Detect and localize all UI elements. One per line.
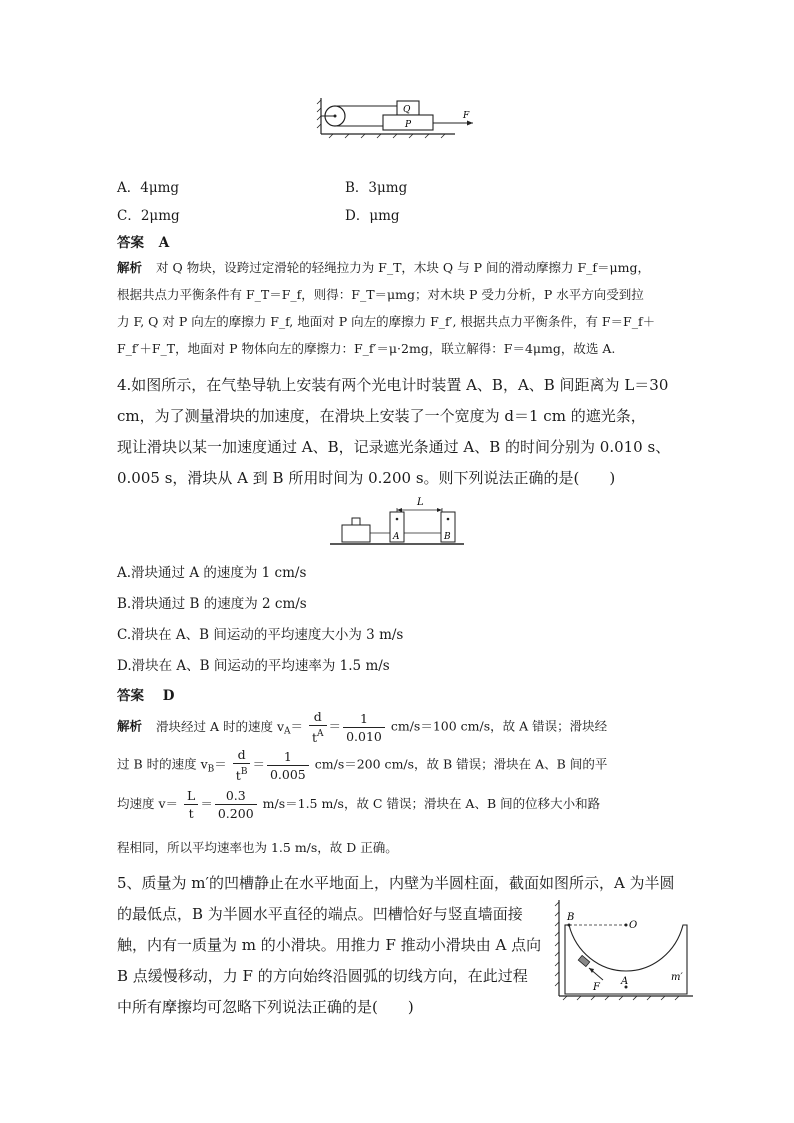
label-f: F	[593, 982, 600, 993]
analysis-text: cm/s＝100 cm/s，故 A 错误；滑块经	[390, 718, 608, 734]
label-a: A	[393, 532, 400, 542]
analysis-label: 解析	[117, 718, 143, 734]
q4-analysis-line-1: 解析 滑块经过 A 时的速度 $v_A=$ $\frac{d}{t^A}$ ＝ $\frac{1}{0.010}$ cm/s＝100 cm/s，故 A 错误；滑块经	[117, 709, 608, 745]
q3-analysis-line-4: F_f′＋F_T，地面对 P 物体向左的摩擦力：F_f′＝μ·2mg，联立解得：F＝4μmg，故选 A.	[117, 341, 616, 356]
label-p: P	[405, 120, 412, 130]
answer-label: 答案	[117, 688, 144, 704]
q4-analysis-line-4: 程相同，所以平均速率也为 1.5 m/s，故 D 正确。	[117, 840, 398, 855]
q4-stem-line-3: 现让滑块以某一加速度通过 A、B，记录遮光条通过 A、B 的时间分别为 0.010 s、	[117, 438, 671, 456]
q5-stem-line-4: B 点缓慢移动，力 F 的方向始终沿圆弧的切线方向，在此过程	[117, 967, 528, 985]
label-m-prime: m′	[671, 972, 683, 983]
pulley-diagram	[315, 96, 480, 142]
fraction-d-over-t: $\frac{d}{t^A}$	[309, 708, 327, 746]
q4-option-d[interactable]: D.滑块在 A、B 间运动的平均速率为 1.5 m/s	[117, 658, 390, 674]
fraction-d-over-t: $\frac{d}{t^B}$	[233, 746, 251, 784]
q3-option-a[interactable]: A．4μmg	[117, 180, 180, 196]
equals: ＝	[290, 718, 304, 734]
q4-analysis-line-2: 过 B 时的速度 $v_B=$ $\frac{d}{t^B}$ ＝ $\frac{1}{0.005}$ cm/s＝200 cm/s，故 B 错误；滑块在 A、B 间的平	[117, 747, 608, 783]
q5-stem-line-3: 触，内有一质量为 m 的小滑块。用推力 F 推动小滑块由 A 点向	[117, 936, 542, 954]
label-b: B	[567, 912, 575, 923]
q4-option-a[interactable]: A.滑块通过 A 的速度为 1 cm/s	[117, 565, 307, 581]
analysis-text: 均速度 v＝	[117, 796, 179, 811]
analysis-text: 对 Q 物块，设跨过定滑轮的轻绳拉力为 F_T，木块 Q 与 P 间的滑动摩擦力 F_f＝μmg，	[156, 260, 650, 275]
air-track-diagram	[328, 490, 468, 550]
q3-analysis-line-1	[117, 258, 687, 276]
q4-option-c[interactable]: C.滑块在 A、B 间运动的平均速度大小为 3 m/s	[117, 627, 404, 643]
label-o: O	[629, 920, 638, 931]
analysis-text: m/s＝1.5 m/s，故 C 错误；滑块在 A、B 间的位移大小和路	[262, 796, 601, 811]
label-q: Q	[403, 105, 411, 115]
analysis-text: 过 B 时的速度 v	[117, 756, 208, 772]
label-f: F	[463, 111, 470, 121]
fraction-value: $\frac{1}{0.010}$	[343, 710, 385, 745]
q5-stem-line-2: 的最低点，B 为半圆水平直径的端点。凹槽恰好与竖直墙面接	[117, 905, 523, 923]
q5-stem-line-1: 5、质量为 m′的凹槽静止在水平地面上，内壁为半圆柱面，截面如图所示，A 为半圆	[117, 874, 675, 892]
q4-stem-line-1: 4.如图所示，在气垫导轨上安装有两个光电计时装置 A、B，A、B 间距离为 L＝30	[117, 376, 669, 394]
analysis-text: cm/s＝200 cm/s，故 B 错误；滑块在 A、B 间的平	[314, 756, 608, 772]
label-a: A	[621, 976, 629, 987]
q4-analysis-line-3: 均速度 v＝ $\frac{L}{t}$ ＝ $\frac{0.3}{0.200}$ m/s＝1.5 m/s，故 C 错误；滑块在 A、B 间的位移大小和路	[117, 788, 601, 821]
label-b: B	[444, 532, 451, 542]
label-l: L	[417, 497, 424, 508]
q3-option-d[interactable]: D．μmg	[345, 208, 400, 224]
subscript: A	[284, 726, 291, 737]
fraction-l-over-t: $\frac{L}{t}$	[184, 787, 198, 822]
q4-stem-line-4: 0.005 s，滑块从 A 到 B 所用时间为 0.200 s。则下列说法正确的是( )	[117, 469, 616, 487]
equals: ＝	[214, 756, 227, 772]
subscript: B	[207, 764, 215, 775]
q3-option-c[interactable]: C．2μmg	[117, 208, 180, 224]
analysis-label: 解析	[117, 260, 143, 275]
q4-option-b[interactable]: B.滑块通过 B 的速度为 2 cm/s	[117, 596, 307, 612]
q3-analysis-line-2: 根据共点力平衡条件有 F_T＝F_f，则得：F_T＝μmg；对木块 P 受力分析，P 水平方向受到拉	[117, 287, 644, 302]
answer-label: 答案	[117, 235, 144, 251]
fraction-value: $\frac{0.3}{0.200}$	[215, 787, 257, 822]
q4-stem-line-2: cm，为了测量滑块的加速度，在滑块上安装了一个宽度为 d＝1 cm 的遮光条，	[117, 407, 646, 425]
answer-value: A	[158, 235, 170, 251]
q3-option-b[interactable]: B．3μmg	[345, 180, 408, 196]
q3-analysis-line-3: 力 F, Q 对 P 向左的摩擦力 F_f, 地面对 P 向左的摩擦力 F_f′, 根据共点力平衡条件，有 F＝F_f＋	[117, 314, 656, 329]
analysis-text: 滑块经过 A 时的速度 v	[156, 718, 285, 734]
q3-answer	[117, 231, 169, 251]
semicircle-groove-diagram	[545, 898, 695, 1002]
q5-stem-line-5: 中所有摩擦均可忽略下列说法正确的是( )	[117, 998, 414, 1016]
fraction-value: $\frac{1}{0.005}$	[267, 748, 309, 783]
answer-value: D	[162, 688, 175, 704]
q4-answer	[117, 684, 174, 704]
